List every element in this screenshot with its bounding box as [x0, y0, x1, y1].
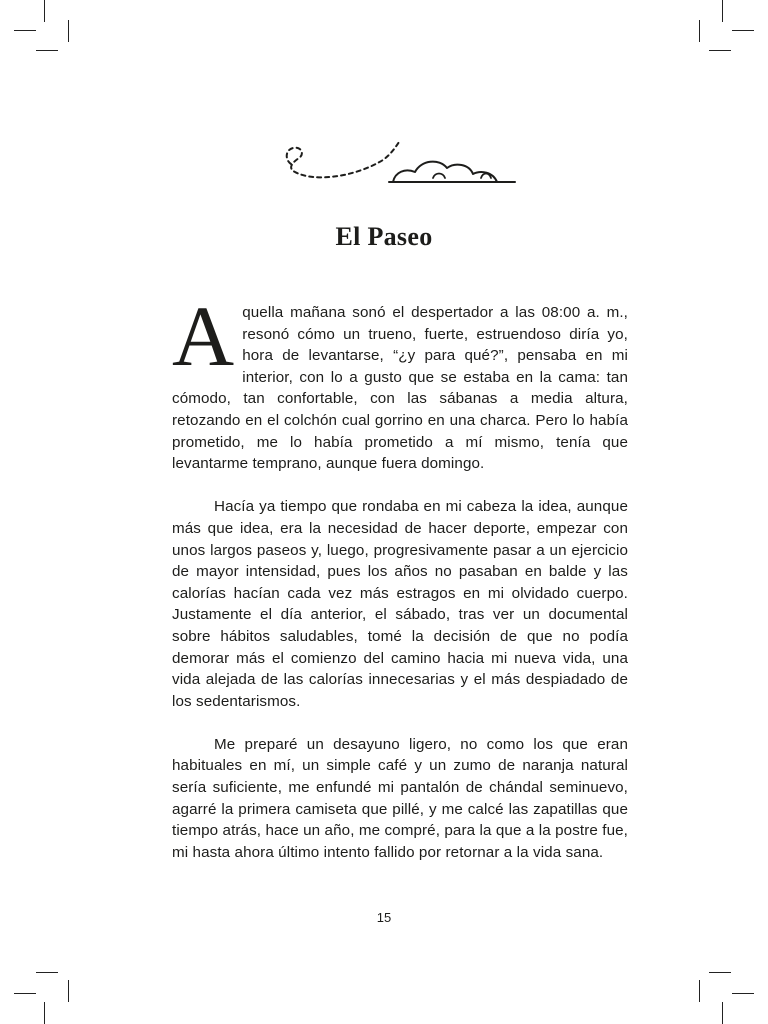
crop-mark	[699, 980, 700, 1002]
crop-mark	[732, 30, 754, 31]
page-number: 15	[376, 910, 392, 925]
crop-mark	[722, 0, 723, 22]
crop-mark	[14, 993, 36, 994]
crop-mark	[68, 980, 69, 1002]
paragraph	[172, 496, 628, 712]
paragraph-text: quella mañana sonó el despertador a las 08:00 a. m., resonó cómo un trueno, fuerte, estruendoso diría yo, hora de levantarse, “¿y para qué?”, pensaba en mi interior, con lo a gusto que se estaba en la cama: tan cómodo, tan confortable, con las sábanas a media altura, retozando en el colchón cual gorrino en una charca. Pero lo había prometido, me lo había prometido a mí mismo, tenía que levantarme temprano, aunque fuera domingo.	[172, 304, 628, 473]
chapter-title: El Paseo	[335, 222, 433, 251]
crop-mark	[68, 20, 69, 42]
body-text	[172, 288, 628, 885]
paragraph-text: Hacía ya tiempo que rondaba en mi cabeza la idea, aunque más que idea, era la necesidad de hacer deporte, empezar con unos largos paseos y, luego, progresivamente pasar a un ejercicio de mayor intensidad, pues los años no pasaban en balde y las calorías hacían cada vez más estragos en mi olvidado cuerpo. Justamente el día anterior, el sábado, tras ver un documental sobre hábitos saludables, tomé la decisión de que no podía demorar más el comienzo del camino hacia mi nueva vida, una vida alejada de las calorías innecesarias y el más despiadado de los sedentarismos.	[172, 498, 628, 710]
cloud-ornament-icon	[283, 138, 519, 188]
paragraph	[172, 734, 628, 864]
drop-cap: A	[172, 288, 235, 384]
crop-mark	[709, 972, 731, 973]
paragraph-text: Me preparé un desayuno ligero, no como los que eran habituales en mí, un simple café y un zumo de naranja natural sería suficiente, me enfundé mi pantalón de chándal seminuevo, agarré la primera camiseta que pillé, y me calcé las zapatillas que tiempo atrás, hace un año, me compré, para la que a la postre fue, mi hasta ahora último intento fallido por retornar a la vida sana.	[172, 735, 628, 861]
crop-mark	[699, 20, 700, 42]
crop-mark	[709, 50, 731, 51]
crop-mark	[14, 30, 36, 31]
crop-mark	[44, 0, 45, 22]
crop-mark	[732, 993, 754, 994]
crop-mark	[44, 1002, 45, 1024]
crop-mark	[722, 1002, 723, 1024]
crop-mark	[36, 50, 58, 51]
crop-mark	[36, 972, 58, 973]
paragraph	[172, 288, 628, 475]
